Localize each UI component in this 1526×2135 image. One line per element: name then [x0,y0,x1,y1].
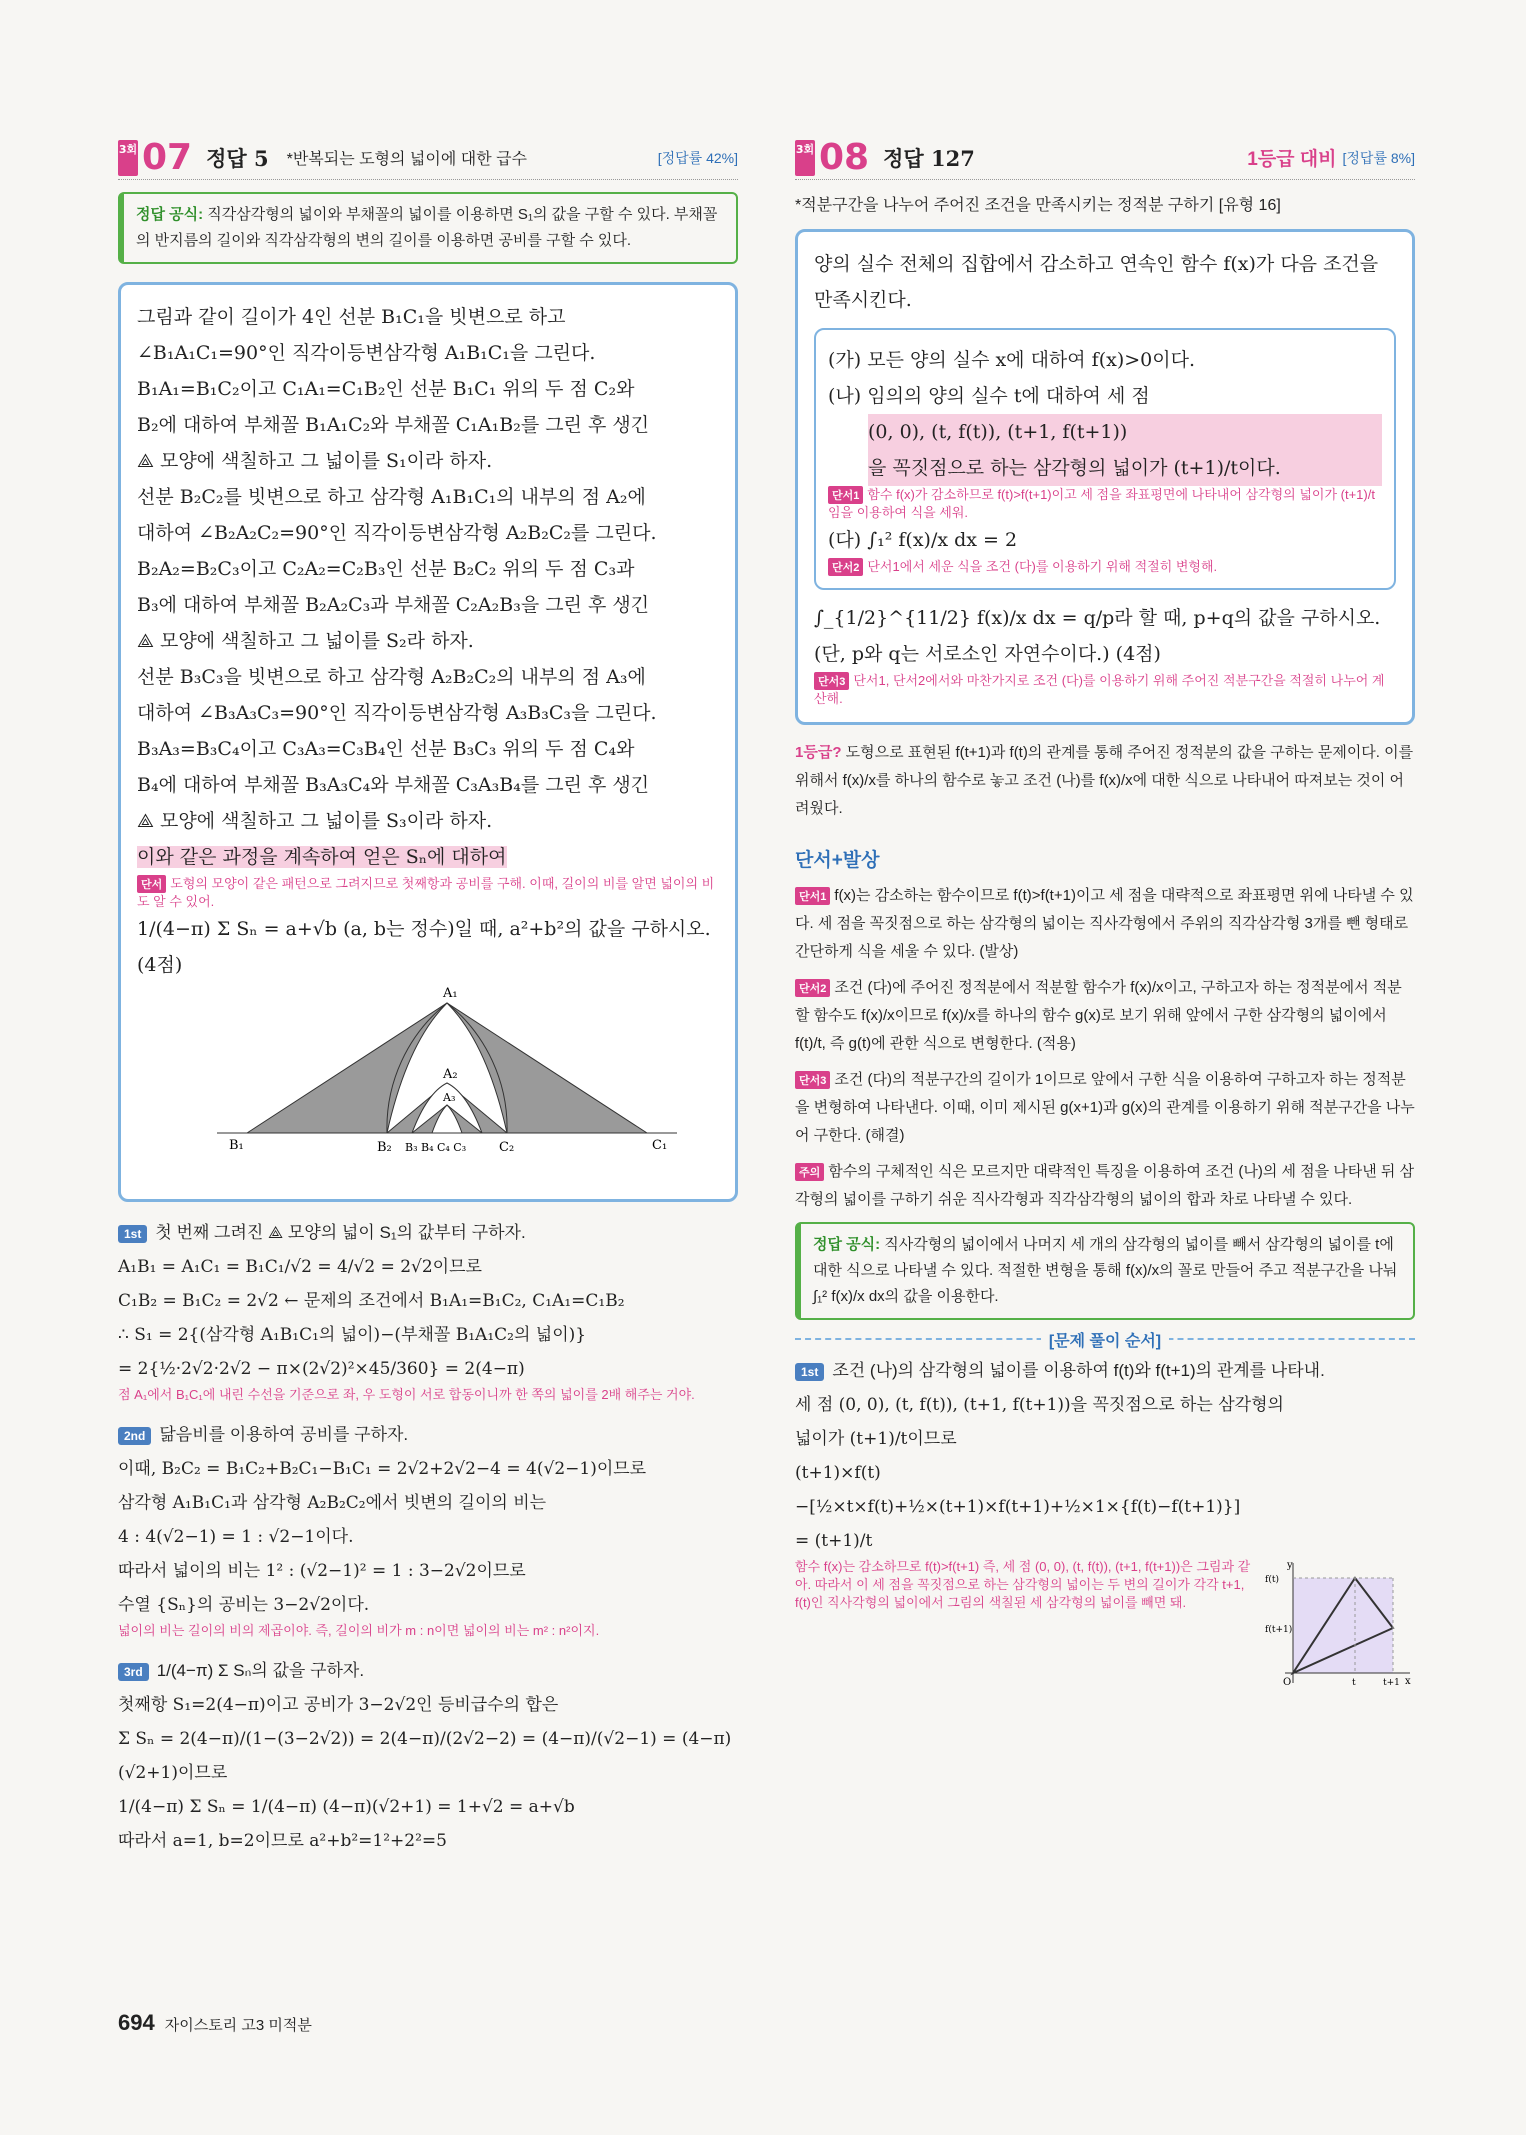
solution-line: ∴ S₁ = 2{(삼각형 A₁B₁C₁의 넓이)−(부채꼴 B₁A₁C₂의 넓이)} [118,1325,587,1345]
label-B1: B₁ [229,1138,244,1153]
round-badge: 3회 [795,140,815,176]
solution-line: 따라서 a=1, b=2이므로 a²+b²=1²+2²=5 [118,1831,447,1851]
answer: 정답 127 [883,145,975,171]
problem-line: ⟁ 모양에 색칠하고 그 넓이를 S₁이라 하자. [137,450,493,472]
formula-text: 직각삼각형의 넓이와 부채꼴의 넓이를 이용하면 S₁의 값을 구할 수 있다. 부채꼴의 반지름의 길이와 직각삼각형의 변의 길이를 이용하면 공비를 구할 수 있다. [136,206,718,249]
solution-line: 4 : 4(√2−1) = 1 : √2−1이다. [118,1527,354,1547]
problem-intro: 양의 실수 전체의 집합에서 감소하고 연속인 함수 f(x)가 다음 조건을 만족시킨다. [814,253,1379,311]
label-B3: B₃ B₄ C₄ C₃ [405,1141,467,1154]
analysis-item: 단서1 f(x)는 감소하는 함수이므로 f(t)>f(t+1)이고 세 점을 대략적으로 좌표평면 위에 나타낼 수 있다. 세 점을 꼭짓점으로 하는 삼각형의 넓이는 직사각형에서 주위의 직각삼각형 3개를 뺀 형태로 간단하게 식을 세울 수 있다. (발상) [795,887,1414,960]
problem-line: ∠B₁A₁C₁=90°인 직각이등변삼각형 A₁B₁C₁을 그린다. [137,342,596,364]
cond-b3: 을 꼭짓점으로 하는 삼각형의 넓이가 (t+1)/t이다. [868,450,1382,486]
step2-note: 넓이의 비는 길이의 비의 제곱이야. 즉, 길이의 비가 m : n이면 넓이의 비는 m² : n²이지. [118,1623,600,1638]
solution-line: A₁B₁ = A₁C₁ = B₁C₁/√2 = 4/√2 = 2√2이므로 [118,1257,482,1277]
solution-line: 수열 {Sₙ}의 공비는 3−2√2이다. [118,1595,370,1615]
problem-line: B₃A₃=B₃C₄이고 C₃A₃=C₃B₄인 선분 B₃C₃ 위의 두 점 C₄와 [137,738,635,760]
triangle-graph [1265,1558,1415,1688]
fractal-figure [137,983,717,1173]
label-B2: B₂ [377,1140,392,1155]
caution: 주의 함수의 구체적인 식은 모르지만 대략적인 특징을 이용하여 조건 (나)의 세 점을 나타낸 뒤 삼각형의 넓이를 구하기 쉬운 직사각형과 직각삼각형의 넓이의 합과 차로 나타낼 수 있다. [795,1163,1415,1208]
problem-line: ⟁ 모양에 색칠하고 그 넓이를 S₂라 하자. [137,630,474,652]
solution-line: = 2{½·2√2·2√2 − π×(2√2)²×45/360} = 2(4−π) [118,1359,525,1379]
step1-note: 함수 f(x)는 감소하므로 f(t)>f(t+1) 즉, 세 점 (0, 0), (t, f(t)), (t+1, f(t+1))은 그림과 같아. 따라서 이 세 점을 꼭짓점으로 하는 삼각형의 넓이는 두 변의 길이가 각각 t+1, f(t)인 직사각형의 넓이에서 그림의 색칠된 세 삼각형의 넓이를 빼면 돼. [795,1559,1251,1610]
formula-box [118,192,738,264]
problem-highlight: 이와 같은 과정을 계속하여 얻은 Sₙ에 대하여 [137,846,507,868]
solution-line: 따라서 넓이의 비는 1² : (√2−1)² = 1 : 3−2√2이므로 [118,1561,526,1581]
problem-line: 대하여 ∠B₃A₃C₃=90°인 직각이등변삼각형 A₃B₃C₃을 그린다. [137,702,657,724]
question-header [795,137,1415,180]
svg-text:x: x [1405,1676,1411,1687]
problem-text [137,299,719,839]
conditions-box [814,328,1396,590]
hint: 단서 도형의 모양이 같은 패턴으로 그려지므로 첫째항과 공비를 구해. 이때, 길이의 비를 알면 넓이의 비도 알 수 있어. [137,876,715,909]
step-1: 1st 조건 (나)의 삼각형의 넓이를 이용하여 f(t)와 f(t+1)의 관계를 나타내. 세 점 (0, 0), (t, f(t)), (t+1, f(t+1))을 꼭짓점으로 하는 삼각형의 넓이가 (t+1)/t이므로 (t+1)×f(t) −[½×t×f(t)+½×(t+1)×f(t+1)+½×1×{f(t)−f(t+1)}] = (t+1)/t 함수 f(x)는 감소하므로 f(t)>f(t+1) 즉, 세 점 (0, 0), (t, f(t)), (t+1, f(t+1))은 그림과 같아. 따라서 이 세 점을 꼭짓점으로 하는 삼각형의 넓이는 두 변의 길이가 각각 t+1, f(t)인 직사각형의 넓이에서 그림의 색칠된 세 삼각형의 넓이를 빼면 돼. y x O f(t) f(t+1) t t+1 [795,1354,1415,1688]
problem-line: ⟁ 모양에 색칠하고 그 넓이를 S₃이라 하자. [137,810,493,832]
problem-line: B₂A₂=B₂C₃이고 C₂A₂=C₂B₃인 선분 B₂C₂ 위의 두 점 C₃과 [137,558,635,580]
question-header [118,137,738,180]
solution-line: 삼각형 A₁B₁C₁과 삼각형 A₂B₂C₂에서 빗변의 길이의 비는 [118,1493,547,1513]
step1-note: 점 A₁에서 B₁C₁에 내린 수선을 기준으로 좌, 우 도형이 서로 합동이니까 한 쪽의 넓이를 2배 해주는 거야. [118,1387,695,1402]
step-1: 1st 첫 번째 그려진 ⟁ 모양의 넓이 S₁의 값부터 구하자. A₁B₁ = A₁C₁ = B₁C₁/√2 = 4/√2 = 2√2이므로 C₁B₂ = B₁C₂ = 2√2 ← 문제의 조건에서 B₁A₁=B₁C₂, C₁A₁=C₁B₂ ∴ S₁ = 2{(삼각형 A₁B₁C₁의 넓이)−(부채꼴 B₁A₁C₂의 넓이)} = 2{½·2√2·2√2 − π×(2√2)²×45/360} = 2(4−π) 점 A₁에서 B₁C₁에 내린 수선을 기준으로 좌, 우 도형이 서로 합동이니까 한 쪽의 넓이를 2배 해주는 거야. [118,1216,738,1404]
round-badge: 3회 [118,140,138,176]
correct-rate: [정답률 42%] [657,149,738,166]
hint3: 단서3 단서1, 단서2에서와 마찬가지로 조건 (다)를 이용하기 위해 주어진 적분구간을 적절히 나누어 계산해. [814,673,1385,706]
topic: *반복되는 도형의 넓이에 대한 급수 [286,151,528,168]
problem-line: 선분 B₃C₃을 빗변으로 하고 삼각형 A₂B₂C₂의 내부의 점 A₃에 [137,666,646,688]
section-title: 단서+발상 [795,850,880,871]
hint1: 단서1 함수 f(x)가 감소하므로 f(t)>f(t+1)이고 세 점을 좌표평면에 나타내어 삼각형의 넓이가 (t+1)/t임을 이용하여 식을 세워. [828,487,1375,520]
solution-line: Σ Sₙ = 2(4−π)/(1−(3−2√2)) = 2(4−π)/(2√2−2) = (4−π)/(√2−1) = (4−π)(√2+1)이므로 [118,1729,732,1783]
problem-line: 대하여 ∠B₂A₂C₂=90°인 직각이등변삼각형 A₂B₂C₂를 그린다. [137,522,657,544]
problem-box [795,229,1415,725]
cond-b2: (0, 0), (t, f(t)), (t+1, f(t+1)) [868,414,1382,450]
formula-label: 정답 공식: [813,1236,881,1253]
problem-line: B₁A₁=B₁C₂이고 C₁A₁=C₁B₂인 선분 B₁C₁ 위의 두 점 C₂와 [137,378,635,400]
formula-label: 정답 공식: [136,206,204,223]
solution-line: 세 점 (0, 0), (t, f(t)), (t+1, f(t+1))을 꼭짓점으로 하는 삼각형의 [795,1395,1284,1415]
analysis-list [795,882,1415,1150]
solution-line: C₁B₂ = B₁C₂ = 2√2 ← 문제의 조건에서 B₁A₁=B₁C₂, C₁A₁=C₁B₂ [118,1291,625,1311]
problem-line: 그림과 같이 길이가 4인 선분 B₁C₁을 빗변으로 하고 [137,306,566,328]
svg-text:y: y [1287,1560,1293,1571]
analysis-item: 단서3 조건 (다)의 적분구간의 길이가 1이므로 앞에서 구한 식을 이용하여 구하고자 하는 정적분을 변형하여 나타낸다. 이때, 이미 제시된 g(x+1)과 g(x)의 관계를 이용하기 위해 적분구간을 나누어 구한다. (해결) [795,1071,1415,1144]
solution-line: 1/(4−π) Σ Sₙ = 1/(4−π) (4−π)(√2+1) = 1+√2 = a+√b [118,1797,575,1817]
solution-line: (t+1)×f(t) [795,1463,881,1483]
analysis-item: 단서2 조건 (다)에 주어진 정적분에서 적분할 함수가 f(x)/x이고, 구하고자 하는 정적분에서 적분할 함수도 f(x)/x이므로 f(x)/x를 하나의 함수 g(x)로 보기 위해 앞에서 구한 삼각형의 넓이에서 f(t)/t, 즉 g(t)에 관한 식으로 변형한다. (적용) [795,979,1402,1052]
solution-line: 이때, B₂C₂ = B₁C₂+B₂C₁−B₁C₁ = 2√2+2√2−4 = 4(√2−1)이므로 [118,1459,647,1479]
label-A3: A₃ [443,1091,456,1104]
step-2: 2nd 닮음비를 이용하여 공비를 구하자. 이때, B₂C₂ = B₁C₂+B₂C₁−B₁C₁ = 2√2+2√2−4 = 4(√2−1)이므로 삼각형 A₁B₁C₁과 삼각형 A₂B₂C₂에서 빗변의 길이의 비는 4 : 4(√2−1) = 1 : √2−1이다. 따라서 넓이의 비는 1² : (√2−1)² = 1 : 3−2√2이므로 수열 {Sₙ}의 공비는 3−2√2이다. 넓이의 비는 길이의 비의 제곱이야. 즉, 길이의 비가 m : n이면 넓이의 비는 m² : n²이지. [118,1418,738,1640]
grade-label: 1등급 대비 [1247,149,1337,170]
formula-box [795,1222,1415,1320]
question-number: 07 [142,137,193,178]
problem-line: B₄에 대하여 부채꼴 B₃A₃C₄와 부채꼴 C₃A₃B₄를 그린 후 생긴 [137,774,650,796]
label-C1: C₁ [652,1138,668,1153]
svg-text:f(t): f(t) [1265,1575,1279,1585]
page-number: 694 [118,2010,155,2035]
solution-line: = (t+1)/t [795,1531,873,1551]
cond-b1: (나) 임의의 양의 실수 t에 대하여 세 점 [828,385,1150,407]
cond-c: (다) ∫₁² f(x)/x dx = 2 [828,529,1018,551]
solution-line: −[½×t×f(t)+½×(t+1)×f(t+1)+½×1×{f(t)−f(t+1)}] [795,1497,1241,1517]
svg-text:t+1: t+1 [1383,1678,1400,1688]
answer: 정답 5 [206,145,269,171]
solution-line: 첫째항 S₁=2(4−π)이고 공비가 3−2√2인 등비급수의 합은 [118,1695,559,1715]
svg-text:O: O [1283,1677,1292,1688]
hint2: 단서2 단서1에서 세운 식을 조건 (다)를 이용하기 위해 적절히 변형해. [828,558,1382,576]
problem-question: 1/(4−π) Σ Sₙ = a+√b (a, b는 정수)일 때, a²+b²의 값을 구하시오. (4점) [137,918,711,976]
page-footer [118,2010,312,2036]
label-A1: A₁ [443,986,458,1001]
svg-text:f(t+1): f(t+1) [1265,1625,1293,1635]
why-hard: 1등급? 도형으로 표현된 f(t+1)과 f(t)의 관계를 통해 주어진 정적분의 값을 구하는 문제이다. 이를 위해서 f(x)/x를 하나의 함수로 놓고 조건 (나)를 f(x)/x에 대한 식으로 나타내어 따져보는 것이 어려웠다. [795,744,1414,817]
right-column [795,137,1415,1688]
cond-a: (가) 모든 양의 실수 x에 대하여 f(x)>0이다. [828,349,1196,371]
topic: *적분구간을 나누어 주어진 조건을 만족시키는 정적분 구하기 [유형 16] [795,197,1281,214]
question-number: 08 [819,137,870,178]
svg-text:t: t [1352,1678,1356,1688]
correct-rate: [정답률 8%] [1342,149,1415,166]
label-C2: C₂ [499,1140,515,1155]
book-title: 자이스토리 고3 미적분 [164,2017,312,2034]
problem-line: B₂에 대하여 부채꼴 B₁A₁C₂와 부채꼴 C₁A₁B₂를 그린 후 생긴 [137,414,650,436]
solution-line: 넓이가 (t+1)/t이므로 [795,1429,957,1449]
problem-question: ∫_{1/2}^{11/2} f(x)/x dx = q/p라 할 때, p+q의 값을 구하시오. (단, p와 q는 서로소인 자연수이다.) (4점) [814,607,1381,665]
left-column [118,137,738,1858]
step-3: 3rd 1/(4−π) Σ Sₙ의 값을 구하자. 첫째항 S₁=2(4−π)이고 공비가 3−2√2인 등비급수의 합은 Σ Sₙ = 2(4−π)/(1−(3−2√2)) = 2(4−π)/(2√2−2) = (4−π)/(√2−1) = (4−π)(√2+1)이므로 1/(4−π) Σ Sₙ = 1/(4−π) (4−π)(√2+1) = 1+√2 = a+√b 따라서 a=1, b=2이므로 a²+b²=1²+2²=5 [118,1654,738,1858]
formula-text: 직사각형의 넓이에서 나머지 세 개의 삼각형의 넓이를 빼서 삼각형의 넓이를 t에 대한 식으로 나타낼 수 있다. 적절한 변형을 통해 f(x)/x의 꼴로 만들어 주고 적분구간을 나눠 ∫₁² f(x)/x dx의 값을 이용한다. [813,1236,1398,1305]
problem-line: 선분 B₂C₂를 빗변으로 하고 삼각형 A₁B₁C₁의 내부의 점 A₂에 [137,486,646,508]
label-A2: A₂ [443,1067,458,1082]
problem-line: B₃에 대하여 부채꼴 B₂A₂C₃과 부채꼴 C₂A₂B₃을 그린 후 생긴 [137,594,650,616]
problem-box [118,282,738,1202]
order-divider: [문제 풀이 순서] [795,1338,1415,1340]
